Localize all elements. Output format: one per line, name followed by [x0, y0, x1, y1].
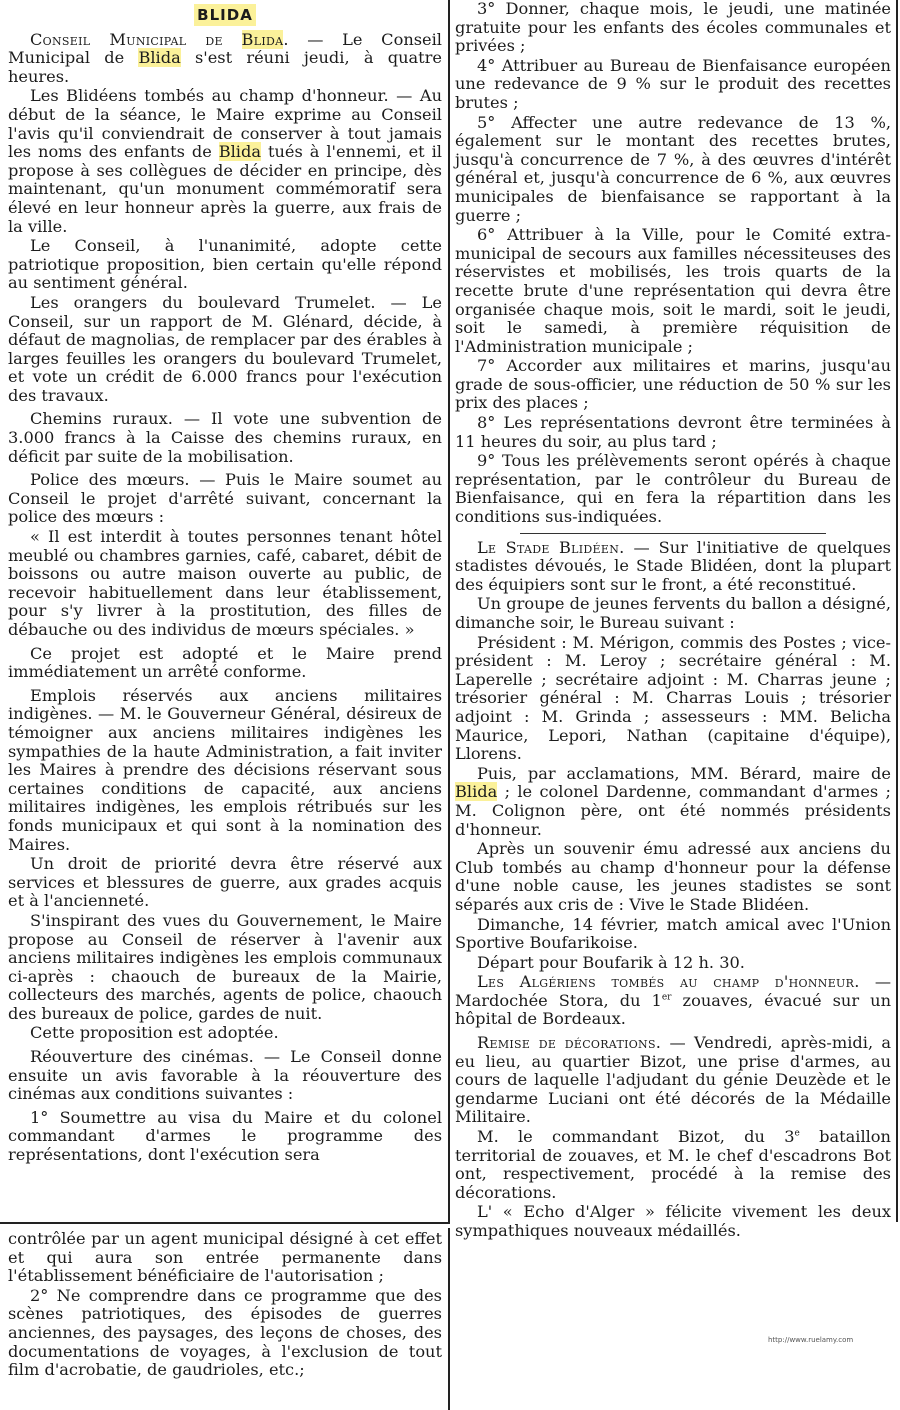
paragraph: M. le commandant Bizot, du 3e bataillon territorial de zouaves, et M. le chef d'escadrons Bot ont, respectivement, procédé à la remise des décorations. [455, 1127, 891, 1202]
paragraph: Les Algériens tombés au champ d'honneur. — Mardochée Stora, du 1er zouaves, évacué sur un hôpital de Bordeaux. [455, 972, 891, 1029]
article-column-3 [8, 1230, 442, 1410]
paragraph: Chemins ruraux. — Il vote une subvention de 3.000 francs à la Caisse des chemins ruraux, en déficit par suite de la mobilisation. [8, 409, 442, 466]
paragraph: Cette proposition est adoptée. [30, 1023, 279, 1043]
paragraph: 6° Attribuer à la Ville, pour le Comité extra-municipal de secours aux familles nécessiteuses des réservistes et mobilisés, les trois quarts de la recette brute d'une représentation qui devra être organisée chaque mois, soit le mardi, soit le jeudi, soit le samedi, à première réquisition de l'Administration municipale ; [455, 225, 891, 356]
source-credit: http://www.ruelamy.com [768, 1336, 854, 1344]
paragraph: Le Stade Blidéen. — Sur l'initiative de quelques stadistes dévoués, le Stade Blidéen, dont la plupart des équipiers sont sur le front, a été reconstitué. [455, 537, 891, 594]
column-divider-1 [448, 0, 450, 1222]
paragraph: Les Blidéens tombés au champ d'honneur. — Au début de la séance, le Maire exprime au Conseil l'avis qu'il conviendrait de conserver à tout jamais les noms des enfants de Blida tués à l'ennemi, et il propose à ses collègues de décider en principe, dès maintenant, qu'un monument commémoratif sera élevé en leur honneur après la guerre, aux frais de la ville. [8, 86, 442, 236]
paragraph: Conseil Municipal de Blida. — Le Conseil Municipal de Blida s'est réuni jeudi, à quatre heures. [8, 29, 442, 86]
paragraph: 2° Ne comprendre dans ce programme que des scènes patriotiques, des épisodes de guerres anciennes, des paysages, des leçons de choses, des documentations de voyages, à l'exclusion de tout film d'acrobatie, de gaudrioles, etc.; [8, 1285, 442, 1380]
section-heading: BLIDA [8, 6, 442, 25]
paragraph: 1° Soumettre au visa du Maire et du colonel commandant d'armes le programme des représentations, dont l'exécution sera [8, 1107, 442, 1165]
paragraph: Président : M. Mérigon, commis des Postes ; vice-président : M. Leroy ; secrétaire général : M. Laperelle ; secrétaire adjoint : M. Charras jeune ; trésorier général : M. Charras Louis ; trésorier adjoint : M. Grinda ; assesseurs : MM. Belicha Maurice, Lepori, Nathan (capitaine d'équipe), Llorens. [455, 632, 891, 764]
paragraph: L' « Echo d'Alger » félicite vivement les deux sympathiques nouveaux médaillés. [455, 1202, 891, 1240]
paragraph: Ce projet est adopté et le Maire prend immédiatement un arrêté conforme. [8, 643, 442, 682]
paragraph: 9° Tous les prélèvements seront opérés à chaque représentation, par le contrôleur du Bureau de Bienfaisance, qui en fera la répartition dans les conditions sus-indiquées. [455, 451, 891, 527]
column-divider-2 [448, 1228, 450, 1410]
paragraph: Départ pour Boufarik à 12 h. 30. [477, 952, 745, 972]
paragraph: Emplois réservés aux anciens militaires indigènes. — M. le Gouverneur Général, désireux de témoigner aux anciens militaires indigènes les sympathies de la haute Administration, a fait inviter les Maires à prendre des décisions réservant sous certaines conditions de capacité, aux anciens militaires indigènes, les emplois rétribués sur les fonds municipaux et qui sont à la nomination des Maires. [8, 685, 442, 854]
paragraph: Un droit de priorité devra être réservé aux services et blessures de guerre, aux grades acquis et à l'ancienneté. [8, 854, 442, 911]
article-column-2 [455, 0, 891, 1240]
section-separator [520, 533, 825, 534]
paragraph: 4° Attribuer au Bureau de Bienfaisance européen une redevance de 9 % sur le produit des recettes brutes ; [455, 55, 891, 112]
clipping-bottom-rule [0, 1222, 450, 1224]
paragraph: « Il est interdit à toutes personnes tenant hôtel meublé ou chambres garnies, café, cabaret, débit de boissons ou autre maison ouverte au public, de recevoir habituellement dans leur établissement, pour s'y livrer à la prostitution, des filles de débauche ou des individus de mœurs spéciales. » [8, 527, 442, 639]
paragraph: Après un souvenir ému adressé aux anciens du Club tombés au champ d'honneur pour la défense d'une noble cause, les jeunes stadistes se sont séparés aux cris de : Vive le Stade Blidéen. [455, 839, 891, 914]
paragraph: Un groupe de jeunes fervents du ballon a désigné, dimanche soir, le Bureau suivant : [455, 594, 891, 632]
paragraph: Réouverture des cinémas. — Le Conseil donne ensuite un avis favorable à la réouverture des cinémas aux conditions suivantes : [8, 1047, 442, 1104]
paragraph: contrôlée par un agent municipal désigné à cet effet et qui aura son entrée permanente dans l'établissement bénéficiaire de l'autorisation ; [8, 1229, 442, 1286]
article-column-1 [8, 4, 442, 1219]
paragraph: Dimanche, 14 février, match amical avec l'Union Sportive Boufarikoise. [455, 914, 891, 953]
paragraph: S'inspirant des vues du Gouvernement, le Maire propose au Conseil de réserver à l'avenir aux anciens militaires indigènes les emplois communaux ci-après : chaouch de bureaux de la Mairie, collecteurs des marchés, agents de police, chaouch des bureaux de police, gardes de nuit. [8, 910, 442, 1023]
paragraph: Puis, par acclamations, MM. Bérard, maire de Blida ; le colonel Dardenne, commandant d'armes ; M. Colignon père, ont été nommés présidents d'honneur. [455, 763, 891, 839]
paragraph: 8° Les représentations devront être terminées à 11 heures du soir, au plus tard ; [455, 413, 891, 451]
paragraph: 3° Donner, chaque mois, le jeudi, une matinée gratuite pour les enfants des écoles communales et privées ; [455, 0, 891, 56]
paragraph: 5° Affecter une autre redevance de 13 %, également sur le montant des recettes brutes, jusqu'à concurrence de 7 %, à des œuvres d'intérêt général et, jusqu'à concurrence de 6 %, aux œuvres municipales de bienfaisance se rapportant à la guerre ; [455, 112, 891, 225]
paragraph: Police des mœurs. — Puis le Maire soumet au Conseil le projet d'arrêté suivant, concernant la police des mœurs : [8, 470, 442, 527]
paragraph: Le Conseil, à l'unanimité, adopte cette patriotique proposition, bien certain qu'elle répond au sentiment général. [8, 236, 442, 293]
paragraph: 7° Accorder aux militaires et marins, jusqu'au grade de sous-officier, une réduction de 50 % sur les prix des places ; [455, 356, 891, 413]
paragraph: Remise de décorations. — Vendredi, après-midi, a eu lieu, au quartier Bizot, une prise d'armes, au cours de laquelle l'adjudant du génie Deuzède et le gendarme Luciani ont été décorés de la Médaille Militaire. [455, 1033, 891, 1127]
column-divider-right [896, 0, 898, 1222]
paragraph: Les orangers du boulevard Trumelet. — Le Conseil, sur un rapport de M. Glénard, décide, à défaut de magnolias, de remplacer par des érables à larges feuilles les orangers du boulevard Trumelet, et vote un crédit de 6.000 francs pour l'exécution des travaux. [8, 292, 442, 405]
